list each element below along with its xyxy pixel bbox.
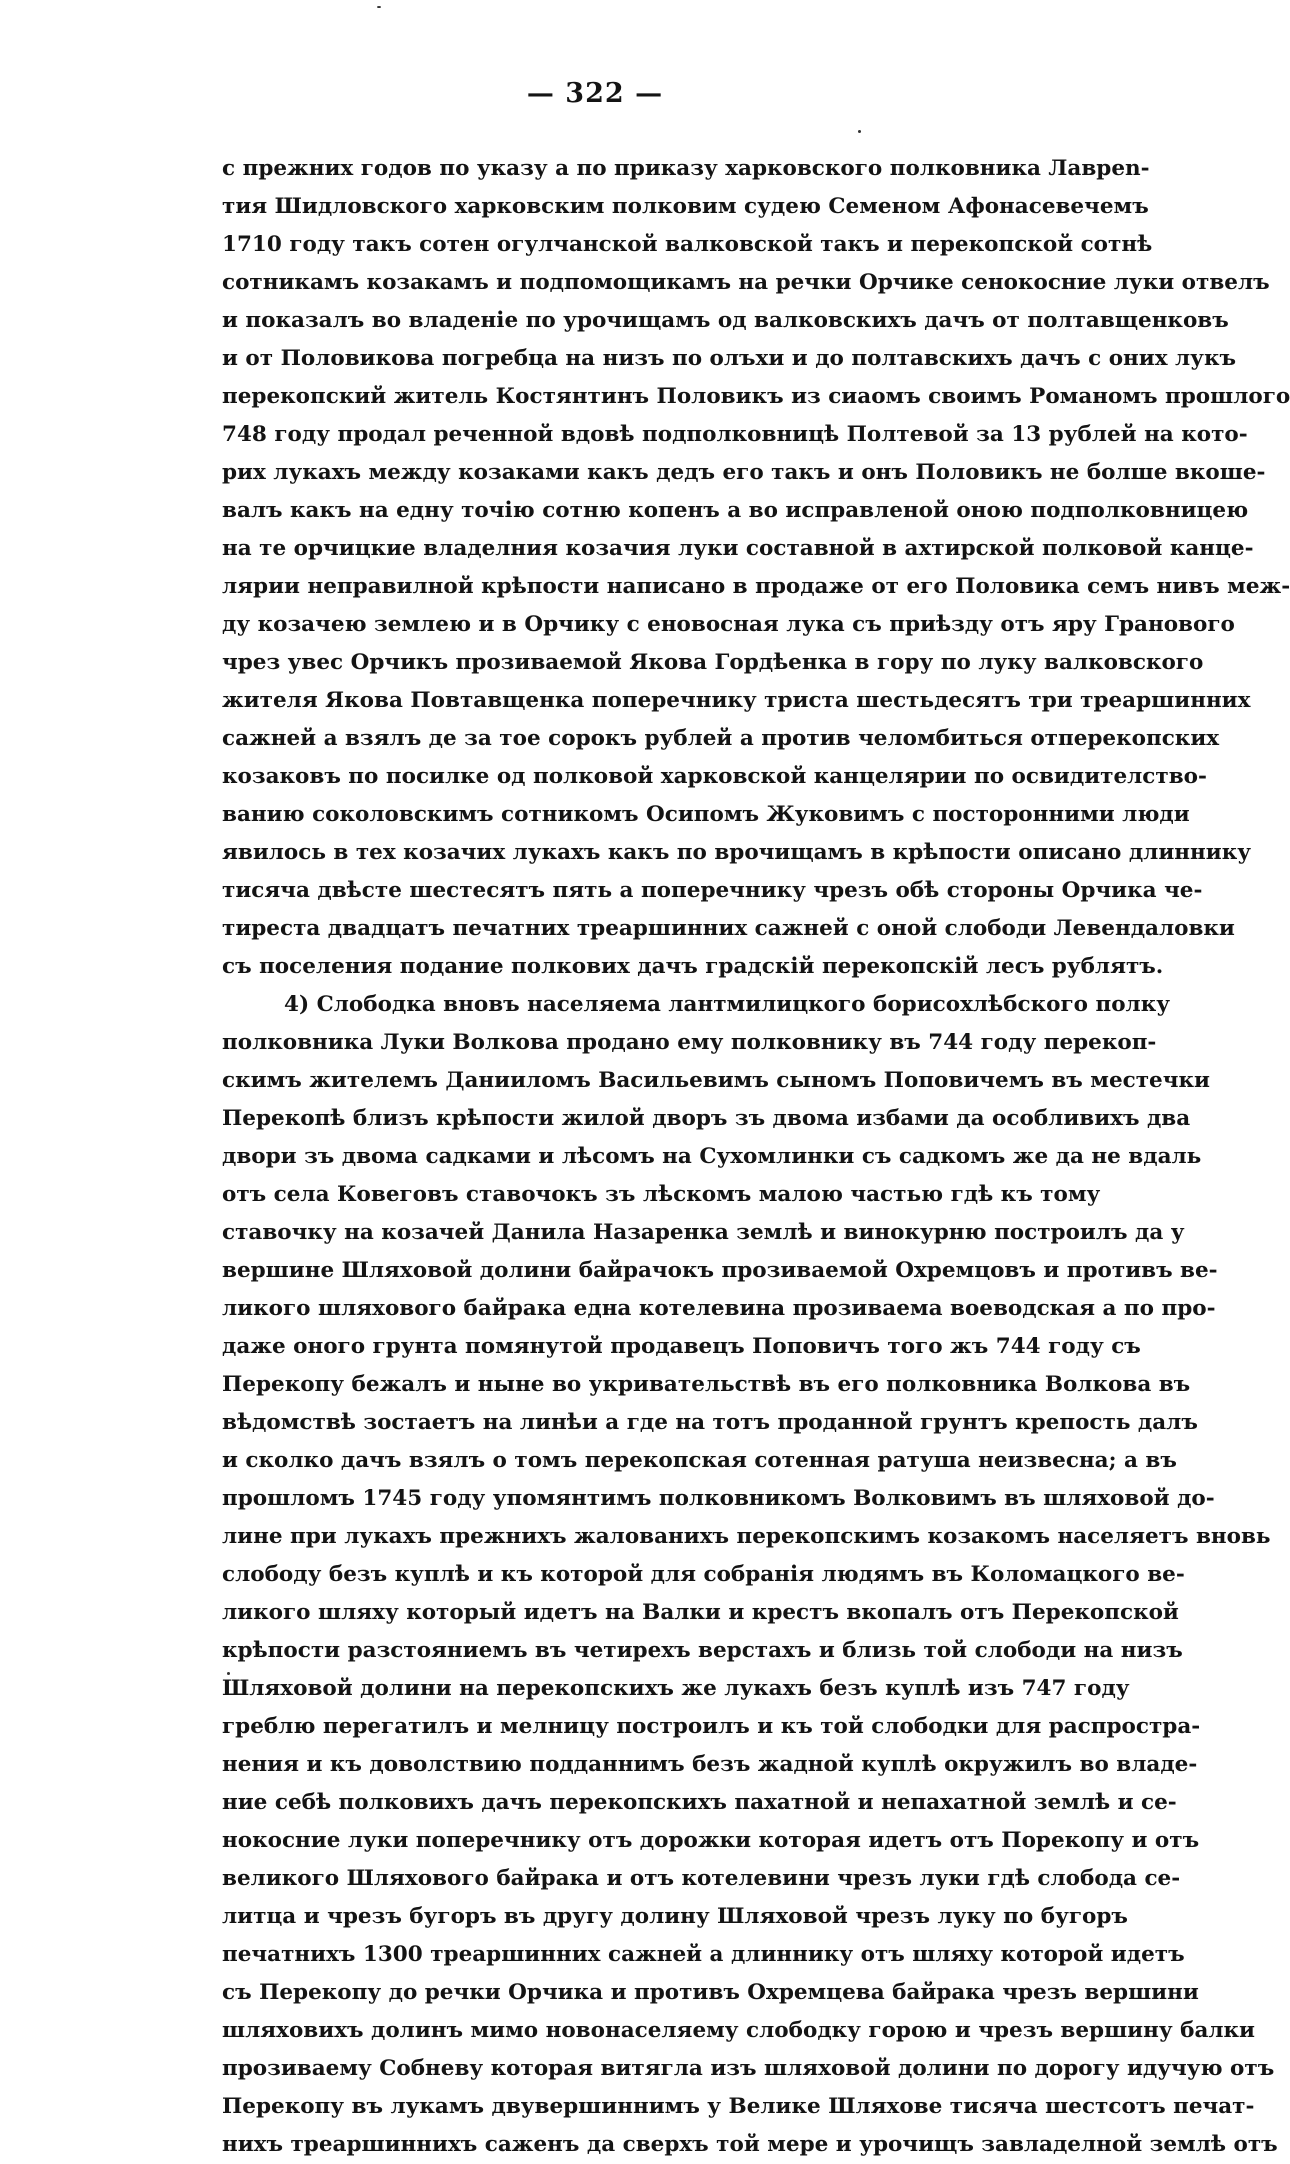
text-line: тия Шидловского харковским полковим судею Семеном Афонасевечемъ: [222, 194, 1149, 219]
text-line: отъ села Ковеговъ ставочокъ зъ лѣскомъ малою частью гдѣ къ тому: [222, 1182, 1101, 1207]
text-line: и показалъ во владеніе по урочищамъ од валковскихъ дачъ от полтавщенковъ: [222, 308, 1229, 333]
text-line: тисяча двѣсте шестесятъ пять а поперечнику чрезъ обѣ стороны Орчика че-: [222, 878, 1203, 903]
text-line: чрез увес Орчикъ прозиваемой Якова Гордѣенка в гору по луку валковского: [222, 650, 1204, 675]
body-text: [222, 150, 1290, 2164]
text-line: с прежних годов по указу а по приказу харковского полковника Лавреn-: [222, 156, 1150, 181]
text-line: ванию соколовскимъ сотникомъ Осипомъ Жуковимъ с посторонними люди: [222, 802, 1190, 827]
text-line: печатнихъ 1300 треаршинних сажней а длиннику отъ шляху которой идетъ: [222, 1942, 1185, 1967]
text-line: прошломъ 1745 году упомянтимъ полковникомъ Волковимъ въ шляховой до-: [222, 1486, 1215, 1511]
text-line: на те орчицкие владелния козачия луки составной в ахтирской полковой канце-: [222, 536, 1254, 561]
text-line: и от Половикова погребца на низъ по олъхи и до полтавскихъ дачъ с оних лукъ: [222, 346, 1236, 371]
text-line: Перекопѣ близъ крѣпости жилой дворъ зъ двома избами да особливихъ два: [222, 1106, 1191, 1131]
text-line: Перекопу въ лукамъ двувершиннимъ у Велике Шляхове тисяча шестсотъ печат-: [222, 2094, 1255, 2119]
text-line: вершине Шляховой долини байрачокъ прозиваемой Охремцовъ и противъ ве-: [222, 1258, 1218, 1283]
text-line: ликого шляху который идетъ на Валки и крестъ вкопалъ отъ Перекопской: [222, 1600, 1179, 1625]
text-line: двори зъ двома садками и лѣсомъ на Сухомлинки съ садкомъ же да не вдаль: [222, 1144, 1202, 1169]
text-line: греблю перегатилъ и мелницу построилъ и къ той слободки для распростра-: [222, 1714, 1201, 1739]
text-line: нихъ треаршиннихъ саженъ да сверхъ той мере и урочищъ завладелной землѣ отъ: [222, 2132, 1278, 2157]
text-line: нения и къ доволствию подданнимъ безъ жадной куплѣ окружилъ во владе-: [222, 1752, 1198, 1777]
text-line: полковника Луки Волкова продано ему полковнику въ 744 году перекоп-: [222, 1030, 1157, 1055]
text-line: 1710 году такъ сотен огулчанской валковской такъ и перекопской сотнѣ: [222, 232, 1153, 257]
scan-speck: [227, 1672, 230, 1675]
text-line: лярии неправилной крѣпости написано в продаже от его Половика семъ нивъ меж-: [222, 574, 1290, 599]
text-line: лине при лукахъ прежнихъ жалованихъ перекопскимъ козакомъ населяетъ вновь: [222, 1524, 1271, 1549]
text-line: 4) Слободка вновъ населяема лантмилицкого борисохлѣбского полку: [284, 992, 1171, 1017]
text-line: слободу безъ куплѣ и къ которой для собранія людямъ въ Коломацкого ве-: [222, 1562, 1185, 1587]
text-line: тиреста двадцатъ печатних треаршинних сажней с оной слободи Левендаловки: [222, 916, 1235, 941]
text-line: крѣпости разстояниемъ въ четирехъ верстахъ и близь той слободи на низъ: [222, 1638, 1183, 1663]
text-line: съ поселения подание полкових дачъ градскій перекопскій лесъ рублятъ.: [222, 954, 1164, 979]
page-number: — 322 —: [526, 78, 664, 109]
text-line: перекопский житель Костянтинъ Половикъ из сиаомъ своимъ Романомъ прошлого: [222, 384, 1290, 409]
text-line: ставочку на козачей Данила Назаренка землѣ и винокурню построилъ да у: [222, 1220, 1185, 1245]
text-line: Перекопу бежалъ и ныне во укривательствѣ въ его полковника Волкова въ: [222, 1372, 1191, 1397]
text-line: сотникамъ козакамъ и подпомощикамъ на речки Орчике сенокосние луки отвелъ: [222, 270, 1270, 295]
text-line: валъ какъ на едну точію сотню копенъ а во исправленой оною подполковницею: [222, 498, 1249, 523]
text-line: даже оного грунта помянутой продавецъ Поповичъ того жъ 744 году съ: [222, 1334, 1141, 1359]
text-line: скимъ жителемъ Данииломъ Васильевимъ сыномъ Поповичемъ въ местечки: [222, 1068, 1210, 1093]
scan-speck: [858, 130, 861, 133]
scan-speck: [377, 6, 381, 8]
text-line: ликого шляхового байрака една котелевина прозиваема воеводская а по про-: [222, 1296, 1216, 1321]
text-line: козаковъ по посилке од полковой харковской канцелярии по освидителство-: [222, 764, 1207, 789]
text-line: прозиваему Собневу которая витягла изъ шляховой долини по дорогу идучую отъ: [222, 2056, 1275, 2081]
text-line: 748 году продал реченной вдовѣ подполковницѣ Полтевой за 13 рублей на кото-: [222, 422, 1248, 447]
text-line: и сколко дачъ взялъ о томъ перекопская сотенная ратуша неизвесна; а въ: [222, 1448, 1177, 1473]
text-line: литца и чрезъ бугоръ въ другу долину Шляховой чрезъ луку по бугоръ: [222, 1904, 1128, 1929]
text-line: ние себѣ полковихъ дачъ перекопскихъ пахатной и непахатной землѣ и се-: [222, 1790, 1177, 1815]
text-line: Шляховой долини на перекопскихъ же лукахъ безъ куплѣ изъ 747 году: [222, 1676, 1130, 1701]
text-line: съ Перекопу до речки Орчика и противъ Охремцева байрака чрезъ вершини: [222, 1980, 1199, 2005]
text-line: вѣдомствѣ зостаетъ на линѣи а где на тотъ проданной грунтъ крепость далъ: [222, 1410, 1198, 1435]
text-line: жителя Якова Повтавщенка поперечнику триста шестьдесятъ три треаршинних: [222, 688, 1251, 713]
text-line: ду козачею землею и в Орчику с еновосная лука съ приѣзду отъ яру Гранового: [222, 612, 1235, 637]
text-line: сажней а взялъ де за тое сорокъ рублей а против челомбиться отперекопских: [222, 726, 1220, 751]
text-line: нокосние луки поперечнику отъ дорожки которая идетъ отъ Порекопу и отъ: [222, 1828, 1200, 1853]
text-line: рих лукахъ между козаками какъ дедъ его такъ и онъ Половикъ не болше вкоше-: [222, 460, 1266, 485]
text-line: великого Шляхового байрака и отъ котелевини чрезъ луки гдѣ слобода се-: [222, 1866, 1181, 1891]
text-line: шляховихъ долинъ мимо новонаселяему слободку горою и чрезъ вершину балки: [222, 2018, 1256, 2043]
text-line: явилось в тех козачих лукахъ какъ по врочищамъ в крѣпости описано длиннику: [222, 840, 1251, 865]
